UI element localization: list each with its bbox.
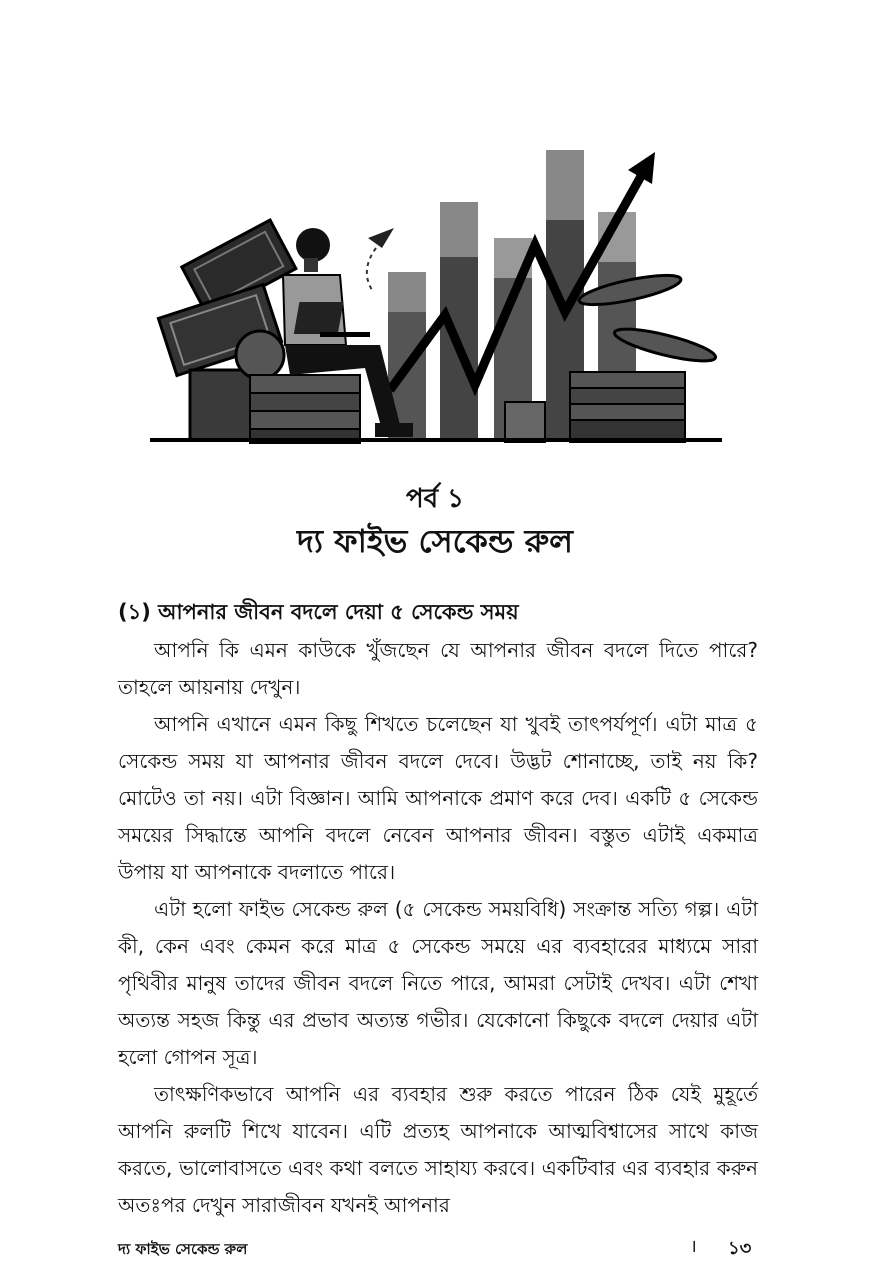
- footer-separator: ।: [690, 1236, 697, 1257]
- paragraph: তাৎক্ষণিকভাবে আপনি এর ব্যবহার শুরু করতে পারেন ঠিক যেই মুহূর্তে আপনি রুলটি শিখে যাবেন। এটি প্রত্যহ আপনাকে আত্মবিশ্বাসের সাথে কাজ করতে, ভালোবাসতে এবং কথা বলতে সাহায্য করবে। একটিবার এর ব্যবহার করুন অতঃপর দেখুন সারাজীবন যখনই আপনার: [118, 1082, 758, 1217]
- page-number: ১৩: [728, 1238, 752, 1259]
- paragraph: এটা হলো ফাইভ সেকেন্ড রুল (৫ সেকেন্ড সময়বিধি) সংক্রান্ত সত্যি গল্প। এটা কী, কেন এবং কেমন করে মাত্র ৫ সেকেন্ড সময়ে এর ব্যবহারের মাধ্যমে সারা পৃথিবীর মানুষ তাদের জীবন বদলে নিতে পারে, আমরা সেটাই দেখব। এটা শেখা অত্যন্ত সহজ কিন্তু এর প্রভাব অত্যন্ত গভীর। যেকোনো কিছুকে বদলে দেয়ার এটা হলো গোপন সূত্র।: [118, 897, 758, 1069]
- section-heading: (১) আপনার জীবন বদলে দেয়া ৫ সেকেন্ড সময়: [118, 600, 519, 624]
- growth-chart-illustration: [150, 140, 725, 450]
- coin-stack-left-icon: [250, 375, 360, 443]
- body-text: [118, 632, 758, 1224]
- paragraph: আপনি এখানে এমন কিছু শিখতে চলেছেন যা খুবই তাৎপর্যপূর্ণ। এটা মাত্র ৫ সেকেন্ড সময় যা আপনার জীবন বদলে দেবে। উদ্ভট শোনাচ্ছে, তাই নয় কি? মোটেও তা নয়। এটা বিজ্ঞান। আমি আপনাকে প্রমাণ করে দেব। একটি ৫ সেকেন্ড সময়ের সিদ্ধান্তে আপনি বদলে নেবেন আপনার জীবন। বস্তুত এটাই একমাত্র উপায় যা আপনাকে বদলাতে পারে।: [118, 712, 758, 884]
- chapter-title: দ্য ফাইভ সেকেন্ড রুল: [297, 522, 573, 560]
- paragraph: আপনি কি এমন কাউকে খুঁজছেন যে আপনার জীবন বদলে দিতে পারে? তাহলে আয়নায় দেখুন।: [118, 638, 758, 699]
- part-label: পর্ব ১: [405, 484, 465, 514]
- footer-book-title: দ্য ফাইভ সেকেন্ড রুল: [118, 1240, 248, 1258]
